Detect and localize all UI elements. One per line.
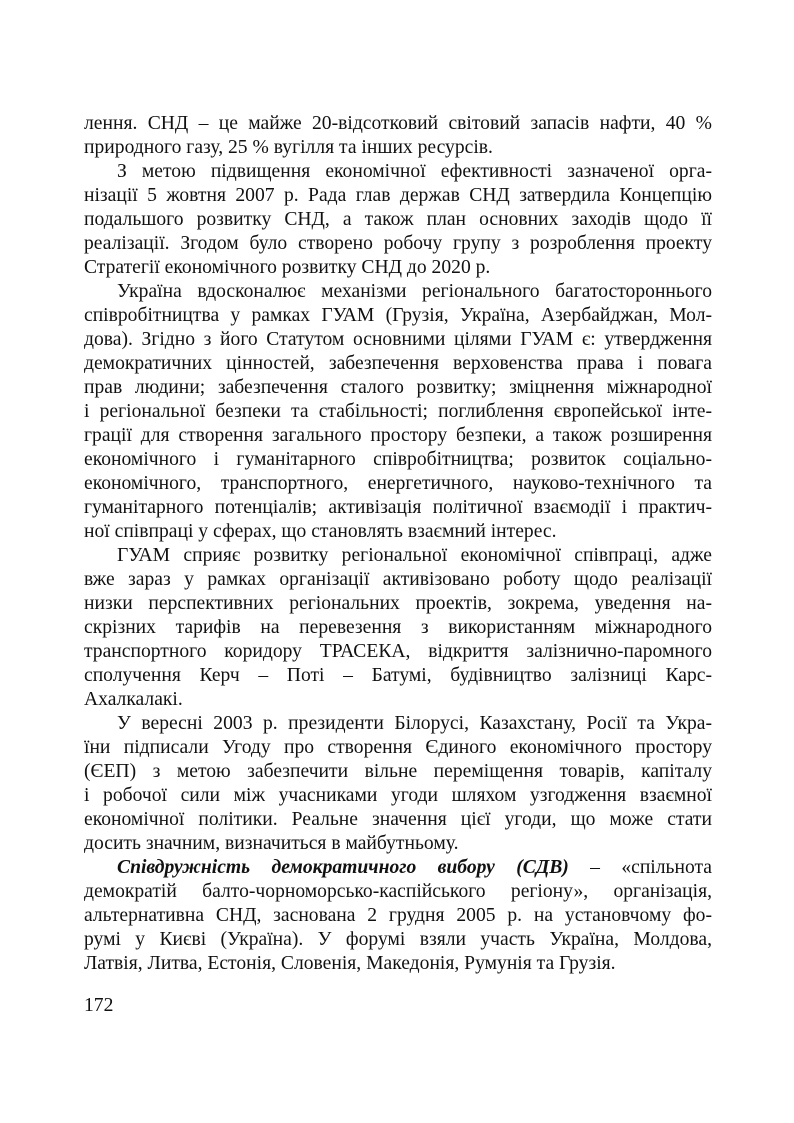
text-line: альтернативна СНД, заснована 2 грудня 2005 р. на установчому фо- (84, 905, 712, 926)
text-line: румі у Києві (Україна). У форумі взяли участь Україна, Молдова, (84, 929, 712, 950)
text-line: (ЄЕП) з метою забезпечити вільне переміщення товарів, капіталу (84, 761, 712, 782)
text-line: грації для створення загального простору безпеки, а також розширення (84, 425, 712, 446)
text-line: вже зараз у рамках організації активізовано роботу щодо реалізації (84, 569, 712, 590)
text-line: скрізних тарифів на перевезення з використанням міжнародного (84, 617, 712, 638)
text-line: і регіональної безпеки та стабільності; поглиблення європейської інте- (84, 401, 712, 422)
text-line: прав людини; забезпечення сталого розвитку; зміцнення міжнародної (84, 377, 712, 398)
paragraph (84, 280, 712, 544)
text-line (84, 856, 712, 880)
text-line: економічного, транспортного, енергетичного, науково-технічного та (84, 473, 712, 494)
text-line: досить значним, визначиться в майбутньому. (84, 833, 459, 854)
text-line: ГУАМ сприяє розвитку регіональної економічної співпраці, адже (117, 545, 712, 566)
text-line: З метою підвищення економічної ефективності зазначеної орга- (117, 161, 712, 182)
text-line: економічного і гуманітарного співробітництва; розвиток соціально- (84, 449, 712, 470)
text-line: У вересні 2003 р. президенти Білорусі, Казахстану, Росії та Укра- (117, 713, 712, 734)
page-number: 172 (84, 995, 114, 1016)
paragraph (84, 112, 712, 160)
text-line: демократичних цінностей, забезпечення верховенства права і повага (84, 353, 712, 374)
defined-term: Співдружність демократичного вибору (СДВ) (117, 857, 569, 878)
text-line: реалізації. Згодом було створено робочу групу з розроблення проекту (84, 233, 712, 254)
text-line: транспортного коридору ТРАСЕКА, відкриття залізнично-паромного (84, 641, 712, 662)
text-line: лення. СНД – це майже 20-відсотковий світовий запасів нафти, 40 % (84, 113, 712, 134)
text-line: співробітництва у рамках ГУАМ (Грузія, Україна, Азербайджан, Мол- (84, 305, 712, 326)
text-line: сполучення Керч – Поті – Батумі, будівництво залізниці Карс- (84, 665, 712, 686)
text-line: низки перспективних регіональних проектів, зокрема, уведення на- (84, 593, 712, 614)
page-body (84, 112, 712, 976)
term-definition-lead: – «спільнота (568, 857, 712, 878)
text-line: Стратегії економічного розвитку СНД до 2020 р. (84, 257, 491, 278)
text-line: природного газу, 25 % вугілля та інших ресурсів. (84, 137, 493, 158)
text-line: і робочої сили між учасниками угоди шляхом узгодження взаємної (84, 785, 712, 806)
text-line: демократій балто-чорноморсько-каспійського регіону», організація, (84, 881, 712, 902)
paragraph (84, 544, 712, 712)
text-line: дова). Згідно з його Статутом основними цілями ГУАМ є: утвердження (84, 329, 712, 350)
text-line: Латвія, Литва, Естонія, Словенія, Македонія, Румунія та Грузія. (84, 953, 616, 974)
paragraph (84, 856, 712, 976)
text-line: Ахалкалакі. (84, 689, 183, 710)
text-line: подальшого розвитку СНД, а також план основних заходів щодо її (84, 209, 712, 230)
paragraph (84, 160, 712, 280)
text-line: ної співпраці у сферах, що становлять взаємний інтерес. (84, 521, 557, 542)
text-line: гуманітарного потенціалів; активізація політичної взаємодії і практич- (84, 497, 712, 518)
text-line: їни підписали Угоду про створення Єдиного економічного простору (84, 737, 712, 758)
text-line: економічної політики. Реальне значення цієї угоди, що може стати (84, 809, 712, 830)
paragraph (84, 712, 712, 856)
text-line: Україна вдосконалює механізми регіонального багатостороннього (117, 281, 712, 302)
text-line: нізації 5 жовтня 2007 р. Рада глав держав СНД затвердила Концепцію (84, 185, 712, 206)
